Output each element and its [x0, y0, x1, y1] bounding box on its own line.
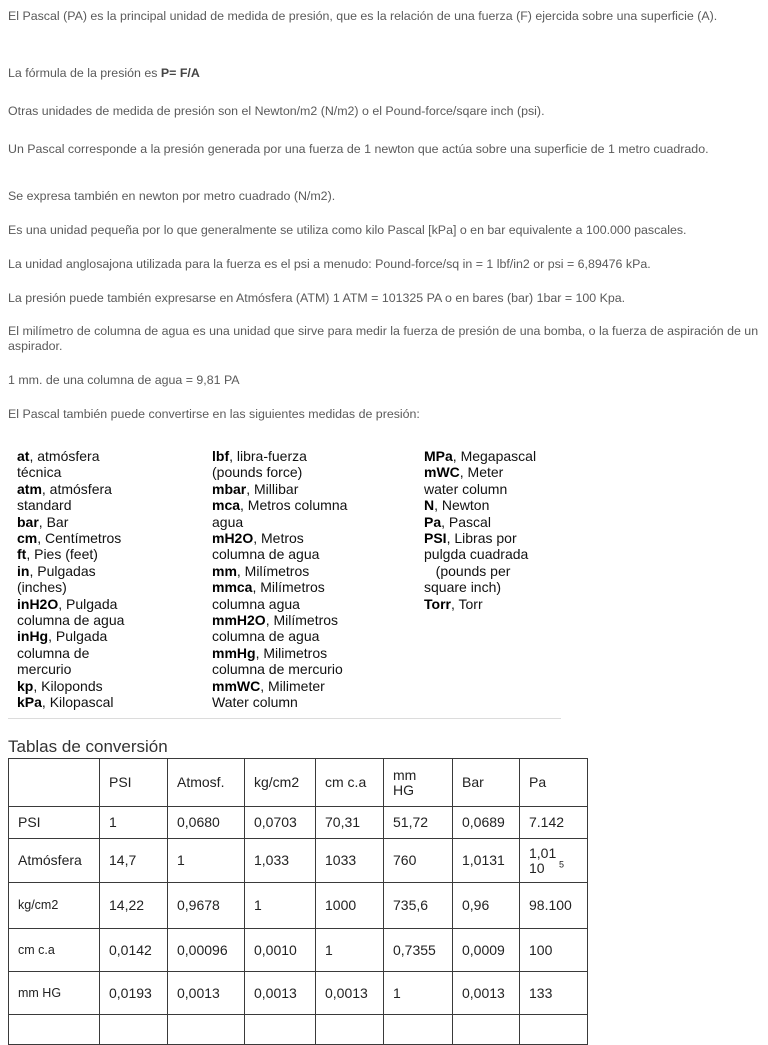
- unit-line: [17, 563, 124, 579]
- unit-line: [17, 628, 124, 644]
- table-row-label: [9, 972, 100, 1015]
- unit-line: [17, 497, 124, 513]
- table-cell: [520, 883, 588, 929]
- table-header-row: [9, 759, 588, 807]
- unit-desc: , Milímetros: [236, 562, 310, 579]
- unit-desc: , Pies (feet): [26, 546, 98, 563]
- unit-desc: (pounds per: [424, 562, 511, 579]
- unit-desc: , Kilopascal: [41, 694, 114, 711]
- unit-line: [212, 530, 347, 546]
- unit-line: [424, 464, 536, 480]
- table-cell: [453, 807, 520, 839]
- unit-line: [17, 481, 124, 497]
- water-column-value: 1 mm. de una columna de agua = 9,81 PA: [8, 373, 240, 387]
- table-cell: [100, 972, 168, 1015]
- unit-desc: técnica: [17, 464, 62, 481]
- table-cell: [100, 929, 168, 972]
- table-cell: [245, 807, 316, 839]
- table-cell: [384, 883, 453, 929]
- cell-text: 98.100: [529, 897, 572, 913]
- divider: [8, 718, 561, 719]
- unit-desc: , Torr: [450, 595, 483, 612]
- table-row-label: [9, 1015, 100, 1045]
- unit-desc: , Metros: [253, 530, 304, 547]
- unit-line: [17, 579, 124, 595]
- cell-text: 760: [393, 852, 417, 868]
- newton-paragraph: Se expresa también en newton por metro cuadrado (N/m2).: [8, 189, 336, 203]
- unit-abbr: mmWC: [212, 677, 261, 694]
- unit-desc: , Milímetros: [265, 612, 339, 629]
- water-column-paragraph: El milímetro de columna de agua es una unidad que sirve para medir la fuerza de presión de una bomba, o la fuerza de aspiración de un aspirador.: [8, 324, 759, 353]
- unit-desc: , Milimeter: [260, 677, 325, 694]
- table-cell: [100, 807, 168, 839]
- cell-text: 0,0689: [462, 814, 505, 830]
- cell-text: 14,7: [109, 852, 137, 868]
- unit-desc: , Newton: [434, 497, 490, 514]
- cell-text: cm c.a: [18, 942, 55, 957]
- unit-abbr: bar: [17, 513, 39, 530]
- cell-text: kg/cm2: [254, 774, 300, 790]
- unit-desc: columna de mercurio: [212, 661, 343, 678]
- cell-text: 0,0013: [462, 984, 505, 1001]
- table-cell: [245, 972, 316, 1015]
- table-cell: [316, 972, 384, 1015]
- table-cell: [453, 839, 520, 883]
- section-title: Tablas de conversión: [8, 737, 168, 756]
- unit-abbr: kPa: [17, 694, 42, 711]
- table-row-label: [9, 807, 100, 839]
- unit-abbr: inH2O: [17, 595, 59, 612]
- unit-desc: columna agua: [212, 595, 300, 612]
- cell-text: 0,7355: [393, 941, 436, 958]
- table-header-cell: [245, 759, 316, 807]
- cell-text: Bar: [462, 774, 484, 790]
- cell-text: 0,96: [462, 897, 490, 913]
- table-cell: [520, 1015, 588, 1045]
- table-cell: [453, 1015, 520, 1045]
- unit-desc: , Pulgadas: [29, 562, 96, 579]
- cell-text: 1,01 10: [529, 844, 557, 876]
- unit-desc: columna de: [17, 644, 90, 661]
- unit-line: [424, 596, 536, 612]
- kpa-paragraph: Es una unidad pequeña por lo que generalmente se utiliza como kilo Pascal [kPa] o en bar equivalente a 100.000 pascales.: [8, 223, 687, 237]
- unit-line: [212, 546, 347, 562]
- units-column-3: [424, 448, 536, 612]
- cell-text: cm c.a: [325, 774, 367, 790]
- unit-abbr: Torr: [424, 595, 451, 612]
- unit-line: [17, 464, 124, 480]
- table-cell: [100, 883, 168, 929]
- exponent: 5: [559, 858, 565, 869]
- conversion-table: [8, 758, 588, 1045]
- unit-desc: , Millibar: [246, 480, 299, 497]
- table-header-cell: [100, 759, 168, 807]
- unit-abbr: ft: [17, 546, 27, 563]
- unit-abbr: MPa: [424, 448, 453, 464]
- cell-text: 0,0703: [254, 814, 297, 830]
- unit-line: [17, 678, 124, 694]
- cell-text: 1: [177, 852, 185, 868]
- unit-abbr: kp: [17, 677, 34, 694]
- table-cell: [245, 1015, 316, 1045]
- unit-abbr: atm: [17, 480, 42, 497]
- unit-line: [212, 563, 347, 579]
- conversion-intro: El Pascal también puede convertirse en las siguientes medidas de presión:: [8, 407, 420, 421]
- unit-line: [212, 661, 347, 677]
- unit-line: [424, 514, 536, 530]
- unit-desc: , Megapascal: [452, 448, 537, 464]
- unit-abbr: inHg: [17, 628, 49, 645]
- unit-line: [212, 612, 347, 628]
- table-cell: [168, 972, 245, 1015]
- unit-line: [17, 596, 124, 612]
- cell-text: 735,6: [393, 897, 429, 913]
- table-cell: [168, 1015, 245, 1045]
- table-row: [9, 972, 588, 1015]
- unit-desc: , Bar: [38, 513, 69, 530]
- unit-abbr: at: [17, 448, 30, 464]
- unit-desc: agua: [212, 513, 244, 530]
- table-cell: [520, 807, 588, 839]
- unit-line: [424, 546, 536, 562]
- unit-abbr: mmca: [212, 579, 253, 596]
- formula: P= F/A: [160, 66, 200, 80]
- unit-desc: , Kiloponds: [33, 677, 103, 694]
- unit-desc: (inches): [17, 579, 67, 596]
- unit-desc: , Meter: [459, 464, 504, 481]
- unit-line: [212, 645, 347, 661]
- unit-line: [17, 661, 124, 677]
- unit-line: [212, 596, 347, 612]
- table-cell: [520, 839, 588, 883]
- cell-text: 1,033: [254, 852, 290, 868]
- unit-desc: , Milimetros: [255, 644, 328, 661]
- unit-line: [17, 694, 124, 710]
- cell-text: 0,0013: [177, 984, 220, 1001]
- unit-line: [212, 579, 347, 595]
- unit-desc: Water column: [212, 694, 298, 711]
- cell-text: 1033: [325, 852, 357, 868]
- unit-desc: columna de agua: [212, 546, 320, 563]
- unit-line: [17, 514, 124, 530]
- pascal-definition-paragraph: Un Pascal corresponde a la presión generada por una fuerza de 1 newton que actúa sobre una superficie de 1 metro cuadrado.: [8, 142, 709, 156]
- table-header-cell: [384, 759, 453, 807]
- unit-line: [212, 481, 347, 497]
- table-cell: [453, 972, 520, 1015]
- unit-line: [424, 530, 536, 546]
- cell-text: 1000: [325, 897, 357, 913]
- table-header-cell: [520, 759, 588, 807]
- table-cell: [245, 883, 316, 929]
- unit-abbr: Pa: [424, 513, 442, 530]
- unit-line: [17, 530, 124, 546]
- unit-line: [212, 678, 347, 694]
- table-cell: [384, 972, 453, 1015]
- table-cell: [100, 1015, 168, 1045]
- table-row: [9, 1015, 588, 1045]
- unit-desc: , Pascal: [441, 513, 491, 530]
- cell-text: 51,72: [393, 814, 429, 830]
- cell-text: 100: [529, 941, 553, 958]
- unit-desc: , Milímetros: [252, 579, 325, 596]
- unit-desc: , Metros columna: [240, 497, 348, 514]
- unit-desc: , Pulgada: [58, 595, 118, 612]
- unit-desc: pulgda cuadrada: [424, 546, 529, 563]
- cell-text: 0,0142: [109, 941, 152, 958]
- unit-desc: , Centímetros: [37, 530, 122, 547]
- table-cell: [316, 1015, 384, 1045]
- cell-text: PSI: [18, 814, 41, 830]
- cell-text: kg/cm2: [18, 898, 59, 912]
- cell-text: 0,0009: [462, 941, 505, 958]
- table-cell: [453, 929, 520, 972]
- table-row: [9, 807, 588, 839]
- cell-text: mm HG: [18, 985, 62, 1000]
- table-row-label: [9, 839, 100, 883]
- cell-text: 0,00096: [177, 941, 228, 958]
- table-cell: [168, 839, 245, 883]
- unit-line: [424, 497, 536, 513]
- table-row: [9, 883, 588, 929]
- table-row-label: [9, 929, 100, 972]
- cell-text: 0,9678: [177, 897, 220, 913]
- cell-text: 70,31: [325, 814, 361, 830]
- unit-line: [212, 448, 347, 464]
- cell-text: 1: [393, 984, 401, 1001]
- cell-text: 0,0013: [325, 984, 368, 1001]
- unit-abbr: mbar: [212, 480, 247, 497]
- unit-desc: (pounds force): [212, 464, 303, 481]
- unit-abbr: mH2O: [212, 530, 254, 547]
- table-cell: [168, 929, 245, 972]
- table-header-cell: [168, 759, 245, 807]
- unit-desc: , atmósfera: [41, 480, 112, 497]
- unit-abbr: N: [424, 497, 435, 514]
- unit-desc: columna de agua: [17, 612, 125, 629]
- unit-desc: water column: [424, 480, 508, 497]
- cell-text: 1: [109, 814, 117, 830]
- table-cell: [384, 839, 453, 883]
- table-cell: [168, 807, 245, 839]
- table-header-cell: [316, 759, 384, 807]
- atm-paragraph: La presión puede también expresarse en Atmósfera (ATM) 1 ATM = 101325 PA o en bares (bar) 1bar = 100 Kpa.: [8, 291, 626, 305]
- table-cell: [384, 929, 453, 972]
- cell-text: Atmosf.: [177, 774, 225, 790]
- unit-abbr: lbf: [212, 448, 230, 464]
- unit-desc: , Pulgada: [48, 628, 108, 645]
- unit-abbr: mmHg: [212, 644, 256, 661]
- units-column-2: [212, 448, 347, 711]
- unit-line: [212, 628, 347, 644]
- unit-line: [424, 481, 536, 497]
- cell-text: 0,0680: [177, 814, 220, 830]
- unit-line: [17, 612, 124, 628]
- unit-line: [424, 579, 536, 595]
- cell-text: 0,0010: [254, 941, 297, 958]
- unit-line: [212, 694, 347, 710]
- unit-desc: columna de agua: [212, 628, 320, 645]
- table-cell: [384, 807, 453, 839]
- units-paragraph: Otras unidades de medida de presión son el Newton/m2 (N/m2) o el Pound-force/sqare inch (psi).: [8, 104, 545, 118]
- unit-line: [212, 464, 347, 480]
- formula-label: La fórmula de la presión es: [8, 66, 161, 80]
- table-row-label: [9, 883, 100, 929]
- table-cell: [245, 929, 316, 972]
- unit-abbr: in: [17, 562, 30, 579]
- intro-paragraph: El Pascal (PA) es la principal unidad de medida de presión, que es la relación de una fuerza (F) ejercida sobre una superficie (A).: [8, 9, 718, 23]
- unit-line: [17, 448, 124, 464]
- unit-desc: , Libras por: [446, 530, 517, 547]
- table-cell: [316, 929, 384, 972]
- cell-text: mm HG: [393, 766, 417, 798]
- table-cell: [316, 883, 384, 929]
- unit-line: [212, 497, 347, 513]
- units-column-1: [17, 448, 124, 711]
- unit-abbr: mmH2O: [212, 612, 266, 629]
- unit-desc: , libra-fuerza: [229, 448, 307, 464]
- psi-paragraph: La unidad anglosajona utilizada para la fuerza es el psi a menudo: Pound-force/sq in = 1 lbf/in2 or psi = 6,89476 kPa.: [8, 257, 651, 271]
- table-cell: [520, 972, 588, 1015]
- unit-line: [212, 514, 347, 530]
- unit-abbr: cm: [17, 530, 38, 547]
- unit-desc: , atmósfera: [29, 448, 100, 464]
- cell-text: 7.142: [529, 814, 565, 830]
- cell-text: 14,22: [109, 897, 145, 913]
- unit-abbr: PSI: [424, 530, 447, 547]
- table-header-cell: [9, 759, 100, 807]
- unit-abbr: mWC: [424, 464, 460, 481]
- cell-text: 0,0193: [109, 984, 152, 1001]
- table-cell: [316, 839, 384, 883]
- cell-text: PSI: [109, 774, 132, 790]
- cell-text: 133: [529, 984, 553, 1001]
- table-cell: [316, 807, 384, 839]
- table-cell: [384, 1015, 453, 1045]
- table-cell: [520, 929, 588, 972]
- cell-text: 1: [254, 897, 262, 913]
- unit-abbr: mm: [212, 562, 237, 579]
- cell-text: Pa: [529, 774, 547, 790]
- unit-desc: mercurio: [17, 661, 72, 678]
- cell-text: 0,0013: [254, 984, 297, 1001]
- unit-abbr: mca: [212, 497, 241, 514]
- unit-desc: standard: [17, 497, 72, 514]
- table-header-cell: [453, 759, 520, 807]
- unit-line: [424, 448, 536, 464]
- unit-line: [424, 563, 536, 579]
- unit-line: [17, 546, 124, 562]
- table-cell: [100, 839, 168, 883]
- cell-text: 1,0131: [462, 852, 505, 868]
- cell-text: 1: [325, 941, 333, 958]
- table-row: [9, 929, 588, 972]
- table-row: [9, 839, 588, 883]
- unit-desc: square inch): [424, 579, 502, 596]
- table-cell: [168, 883, 245, 929]
- cell-text: Atmósfera: [18, 852, 82, 868]
- unit-line: [17, 645, 124, 661]
- formula-paragraph: [8, 66, 760, 81]
- table-cell: [245, 839, 316, 883]
- table-cell: [453, 883, 520, 929]
